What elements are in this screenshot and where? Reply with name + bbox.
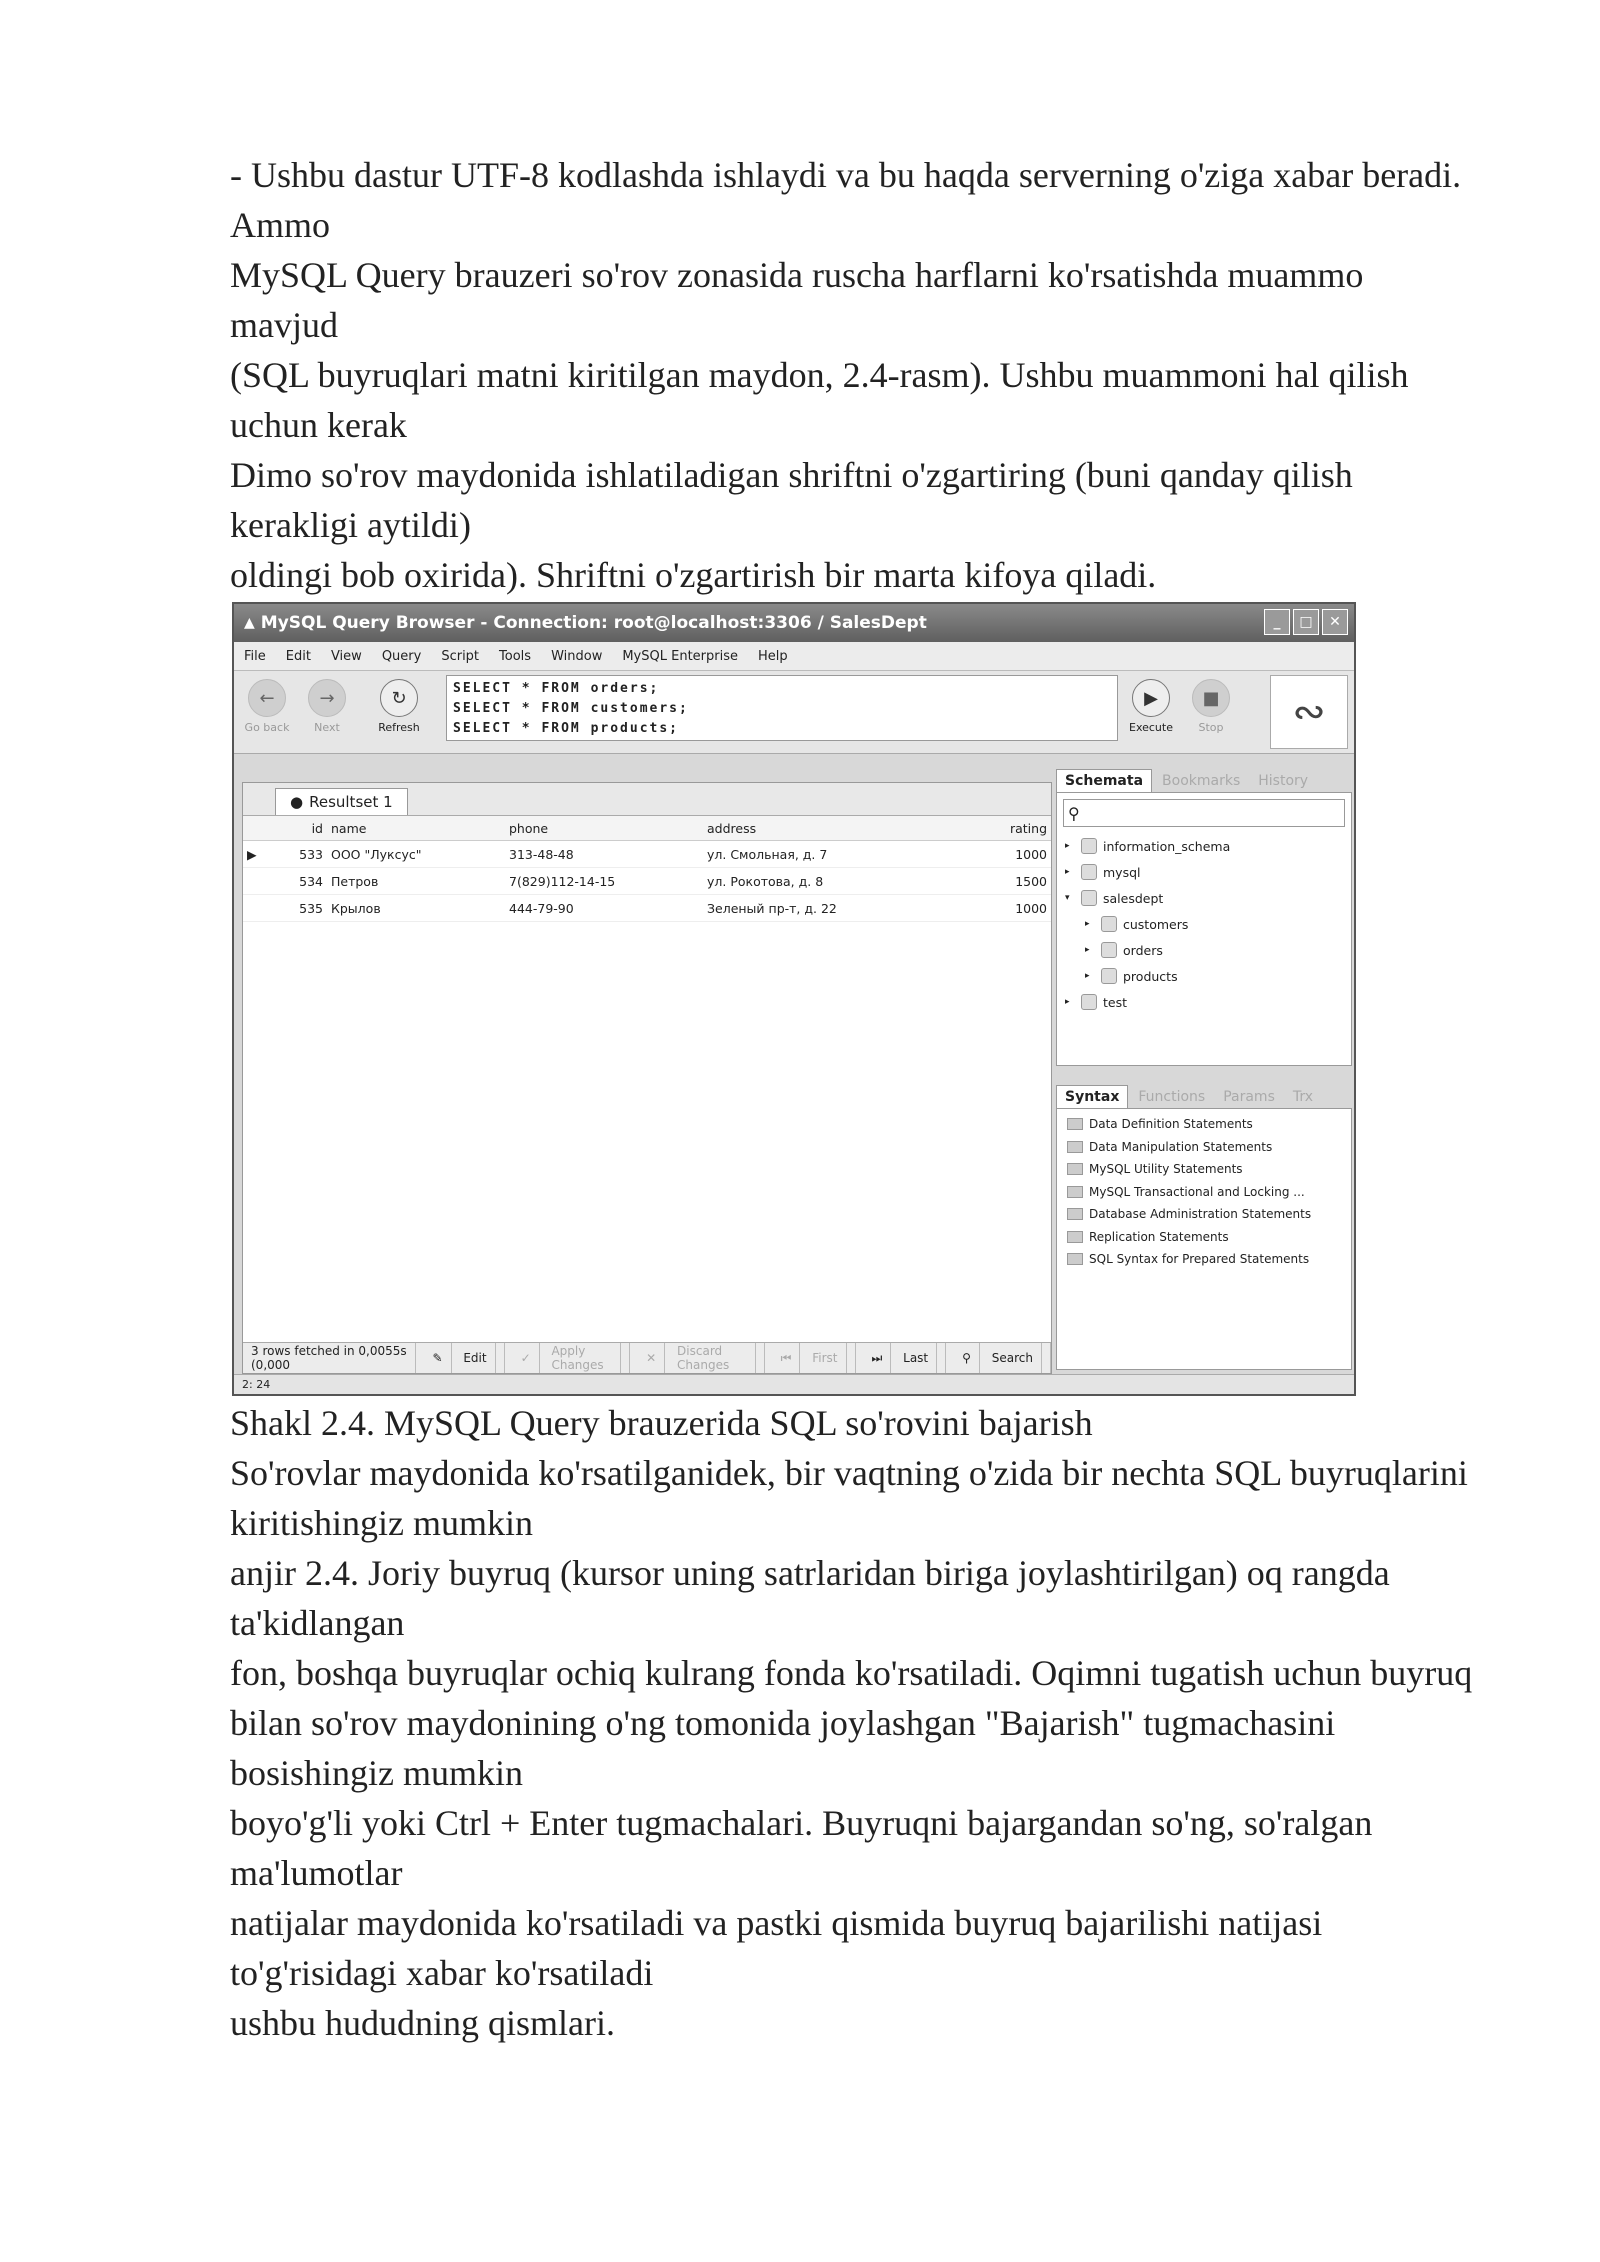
first-button[interactable]: ⏮ First — [765, 1343, 856, 1373]
search-icon: ⚲ — [954, 1343, 980, 1373]
menu-edit[interactable]: Edit — [285, 648, 311, 664]
column-header[interactable]: id — [269, 816, 327, 841]
list-item[interactable] — [1057, 1113, 1351, 1136]
menu-tools[interactable]: Tools — [499, 648, 532, 664]
edit-button[interactable]: ✎ Edit — [416, 1343, 504, 1373]
schema-search-input[interactable] — [1063, 799, 1345, 827]
tree-item[interactable] — [1065, 859, 1351, 885]
x-icon: ✕ — [638, 1343, 665, 1373]
expand-arrow-icon[interactable]: ▸ — [1085, 971, 1090, 981]
last-button[interactable]: ⏭ Last — [856, 1343, 947, 1373]
mysql-query-browser-screenshot — [232, 602, 1356, 1396]
status-bar — [234, 1374, 1354, 1394]
close-icon[interactable]: ✕ — [1322, 609, 1348, 635]
table-icon — [1101, 942, 1117, 958]
database-icon — [1081, 994, 1097, 1010]
list-item-label: MySQL Utility Statements — [1089, 1162, 1243, 1177]
paragraph: fon, boshqa buyruqlar ochiq kulrang fonda ko'rsatiladi. Oqimni tugatish uchun buyruq bilan so'rov maydonining o'ng tomonida joylashgan "Bajarish" tugmachasini bosishingiz mumkin — [230, 1653, 1473, 1793]
execute-icon: ▶ — [1132, 679, 1170, 717]
refresh-button[interactable]: ↻ Refresh — [372, 679, 426, 734]
resultset-icon: ● — [290, 793, 304, 811]
cursor-position: 2: 24 — [242, 1378, 271, 1391]
list-item[interactable] — [1057, 1248, 1351, 1271]
menu-help[interactable]: Help — [758, 648, 788, 664]
menu-bar — [234, 642, 1354, 671]
folder-icon — [1067, 1231, 1083, 1243]
discard-changes-button[interactable]: ✕ Discard Changes — [630, 1343, 764, 1373]
figure-caption: Shakl 2.4. MySQL Query brauzerida SQL so'rovini bajarish — [230, 1403, 1093, 1443]
list-item-label: Replication Statements — [1089, 1229, 1229, 1244]
database-icon — [1081, 890, 1097, 906]
list-item[interactable] — [1057, 1181, 1351, 1204]
list-item[interactable] — [1057, 1203, 1351, 1226]
tree-item[interactable] — [1065, 963, 1351, 989]
column-header[interactable]: name — [327, 816, 505, 841]
schema-browser — [1056, 792, 1352, 1066]
body-text — [230, 1398, 1480, 2048]
paragraph: boyo'g'li yoki Ctrl + Enter tugmachalari. Buyruqni bajargandan so'ng, so'ralgan ma'lumotlar — [230, 1803, 1373, 1893]
tree-item[interactable] — [1065, 885, 1351, 911]
stop-button[interactable]: ■ Stop — [1184, 679, 1238, 734]
list-item[interactable] — [1057, 1226, 1351, 1249]
table-row[interactable]: 535 Крылов 444-79-90 Зеленый пр-т, д. 22 1000 — [243, 895, 1051, 922]
next-button[interactable]: → Next — [300, 679, 354, 734]
results-bottom-bar — [243, 1342, 1051, 1373]
tree-item[interactable] — [1065, 911, 1351, 937]
minimize-icon[interactable]: _ — [1264, 609, 1290, 635]
go-back-button[interactable]: ← Go back — [240, 679, 294, 734]
tree-item-label: salesdept — [1103, 890, 1164, 906]
paragraph: (SQL buyruqlari matni kiritilgan maydon, 2.4-rasm). Ushbu muammoni hal qilish uchun kerak — [230, 355, 1409, 445]
paragraph: oldingi bob oxirida). Shriftni o'zgartirish bir marta kifoya qiladi. — [230, 555, 1157, 595]
query-editor[interactable]: SELECT * FROM orders; SELECT * FROM customers; SELECT * FROM products; — [446, 675, 1118, 741]
syntax-browser — [1056, 1108, 1352, 1370]
menu-view[interactable]: View — [330, 648, 362, 664]
column-header[interactable]: address — [703, 816, 951, 841]
expand-arrow-icon[interactable]: ▸ — [1085, 919, 1090, 929]
forward-arrow-icon: → — [308, 679, 346, 717]
tree-item-label: information_schema — [1103, 838, 1231, 854]
folder-icon — [1067, 1253, 1083, 1265]
paragraph: anjir 2.4. Joriy buyruq (kursor uning satrlaridan biriga joylashtirilgan) oq rangda ta'kidlangan — [230, 1553, 1390, 1643]
stop-icon: ■ — [1192, 679, 1230, 717]
tab-history[interactable]: History — [1258, 773, 1309, 789]
window-title: MySQL Query Browser - Connection: root@localhost:3306 / SalesDept — [260, 613, 927, 633]
tree-item-label: test — [1103, 994, 1128, 1010]
list-item[interactable] — [1057, 1136, 1351, 1159]
expand-arrow-icon[interactable]: ▸ — [1065, 841, 1070, 851]
folder-icon — [1067, 1208, 1083, 1220]
search-icon: ⚲ — [1068, 803, 1080, 823]
list-item[interactable] — [1057, 1158, 1351, 1181]
tab-schemata[interactable]: Schemata — [1056, 769, 1152, 792]
column-header[interactable]: phone — [505, 816, 703, 841]
tab-trx[interactable]: Trx — [1292, 1089, 1314, 1105]
menu-query[interactable]: Query — [381, 648, 422, 664]
folder-icon — [1067, 1141, 1083, 1153]
tree-item-label: products — [1123, 968, 1178, 984]
tab-syntax[interactable]: Syntax — [1056, 1085, 1128, 1108]
mysql-dolphin-logo: ∾ — [1270, 675, 1348, 749]
last-icon: ⏭ — [864, 1343, 892, 1373]
list-item-label: Database Administration Statements — [1089, 1207, 1312, 1222]
database-icon — [1081, 838, 1097, 854]
menu-file[interactable]: File — [244, 648, 266, 664]
window-titlebar — [234, 604, 1354, 642]
tree-item[interactable] — [1065, 937, 1351, 963]
expand-arrow-icon[interactable]: ▾ — [1065, 893, 1070, 903]
list-item-label: SQL Syntax for Prepared Statements — [1089, 1252, 1310, 1267]
database-icon — [1081, 864, 1097, 880]
expand-arrow-icon[interactable]: ▸ — [1085, 945, 1090, 955]
table-row[interactable]: 534 Петров 7(829)112-14-15 ул. Рокотова, д. 8 1500 — [243, 868, 1051, 895]
tab-bookmarks[interactable]: Bookmarks — [1162, 773, 1241, 789]
expand-arrow-icon[interactable]: ▸ — [1065, 997, 1070, 1007]
folder-icon — [1067, 1118, 1083, 1130]
paragraph: - Ushbu dastur UTF-8 kodlashda ishlaydi va bu haqda serverning o'ziga xabar beradi. Ammo — [230, 155, 1462, 245]
menu-mysql-enterprise[interactable]: MySQL Enterprise — [622, 648, 738, 664]
apply-changes-button[interactable]: ✓ Apply Changes — [505, 1343, 631, 1373]
paragraph: MySQL Query brauzeri so'rov zonasida ruscha harflarni ko'rsatishda muammo mavjud — [230, 255, 1364, 345]
tree-item-label: orders — [1123, 942, 1163, 958]
paragraph: ushbu hududning qismlari. — [230, 2003, 615, 2043]
right-sidebar — [1056, 764, 1352, 1370]
app-icon: ▲ — [244, 615, 255, 631]
table-icon — [1101, 968, 1117, 984]
maximize-icon[interactable]: □ — [1293, 609, 1319, 635]
search-button[interactable]: ⚲ Search — [946, 1343, 1051, 1373]
pencil-icon: ✎ — [424, 1343, 451, 1373]
list-item-label: Data Manipulation Statements — [1089, 1139, 1273, 1154]
tab-functions[interactable]: Functions — [1138, 1089, 1206, 1105]
paragraph: natijalar maydonida ko'rsatiladi va pastki qismida buyruq bajarilishi natijasi to'g'risidagi xabar ko'rsatiladi — [230, 1903, 1323, 1993]
tree-item-label: mysql — [1103, 864, 1141, 880]
menu-script[interactable]: Script — [441, 648, 480, 664]
tree-item-label: customers — [1123, 916, 1189, 932]
table-row[interactable]: ▶ 533 ООО "Луксус" 313-48-48 ул. Смольная, д. 7 1000 — [243, 841, 1051, 868]
check-icon: ✓ — [513, 1343, 540, 1373]
folder-icon — [1067, 1163, 1083, 1175]
intro-text — [230, 150, 1480, 600]
table-icon — [1101, 916, 1117, 932]
folder-icon — [1067, 1186, 1083, 1198]
paragraph: Dimo so'rov maydonida ishlatiladigan shriftni o'zgartiring (buni qanday qilish kerakligi aytildi) — [230, 455, 1353, 545]
tab-params[interactable]: Params — [1223, 1089, 1275, 1105]
rows-fetched-status: 3 rows fetched in 0,0055s (0,000 — [243, 1343, 416, 1373]
execute-button[interactable]: ▶ Execute — [1124, 679, 1178, 734]
list-item-label: MySQL Transactional and Locking ... — [1089, 1184, 1305, 1199]
first-icon: ⏮ — [773, 1343, 801, 1373]
expand-arrow-icon[interactable]: ▸ — [1065, 867, 1070, 877]
paragraph: So'rovlar maydonida ko'rsatilganidek, bir vaqtning o'zida bir nechta SQL buyruqlarini kiritishingiz mumkin — [230, 1453, 1468, 1543]
back-arrow-icon: ← — [248, 679, 286, 717]
current-row-icon: ▶ — [243, 841, 269, 868]
menu-window[interactable]: Window — [551, 648, 603, 664]
query-toolbar — [234, 671, 1354, 754]
refresh-icon: ↻ — [380, 679, 418, 717]
tab-resultset-1[interactable]: ● Resultset 1 — [275, 788, 408, 815]
results-panel — [242, 782, 1052, 1374]
tree-item[interactable] — [1065, 989, 1351, 1015]
tree-item[interactable] — [1065, 833, 1351, 859]
list-item-label: Data Definition Statements — [1089, 1117, 1253, 1132]
column-header[interactable]: rating — [951, 816, 1051, 841]
result-grid — [243, 816, 1051, 922]
